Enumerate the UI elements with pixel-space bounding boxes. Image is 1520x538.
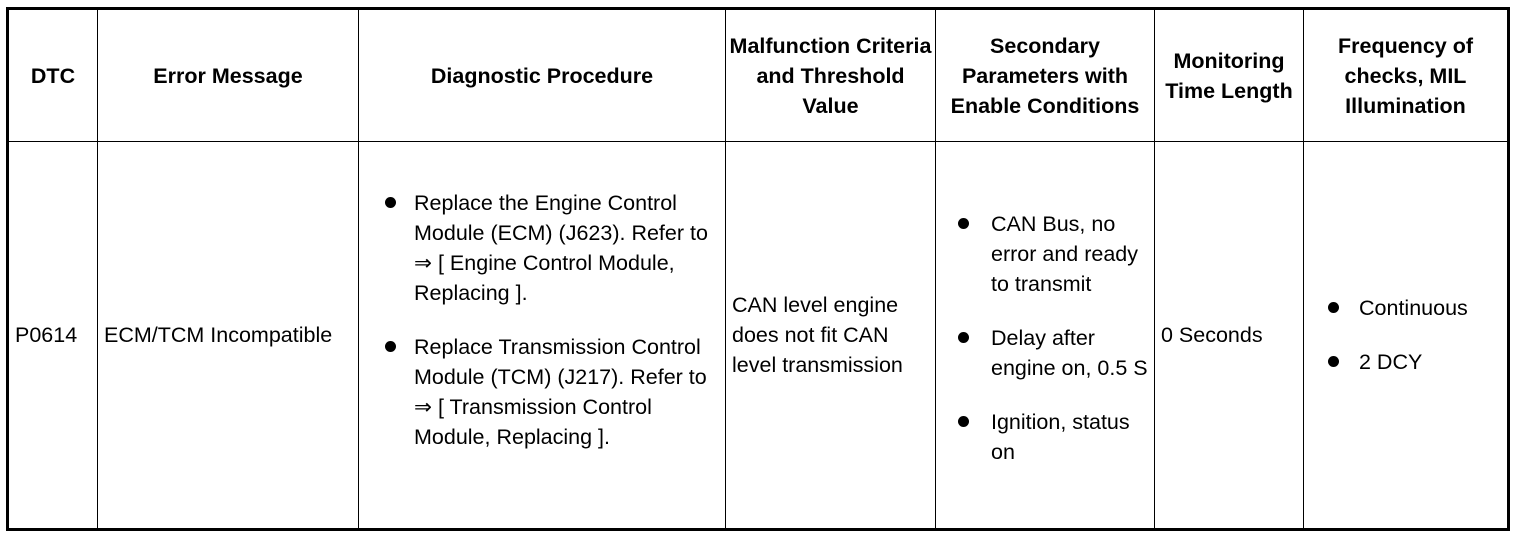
cell-secondary-parameters (936, 142, 1155, 530)
cell-dtc: P0614 (8, 142, 98, 530)
bullet-icon (385, 197, 396, 208)
diagnostic-procedure-list (359, 188, 725, 452)
list-item (359, 332, 725, 452)
secondary-parameters-list (936, 203, 1154, 467)
bullet-icon (958, 218, 969, 229)
list-item (936, 209, 1154, 299)
header-diagnostic-procedure: Diagnostic Procedure (359, 9, 726, 142)
header-frequency: Frequency of checks, MIL Illumination (1304, 9, 1509, 142)
bullet-icon (1328, 302, 1339, 313)
list-item-text: Continuous (1359, 296, 1468, 320)
list-item (359, 188, 725, 308)
header-secondary-parameters: Secondary Parameters with Enable Conditions (936, 9, 1155, 142)
cell-monitoring-time: 0 Seconds (1155, 142, 1304, 530)
list-item-text: Ignition, status on (991, 410, 1130, 464)
list-item (936, 407, 1154, 467)
list-item (936, 323, 1154, 383)
cell-error-message: ECM/TCM Incompatible (98, 142, 359, 530)
table-row (8, 142, 1509, 530)
header-row (8, 9, 1509, 142)
cell-diagnostic-procedure (359, 142, 726, 530)
list-item (1304, 293, 1507, 323)
header-monitoring-time: Monitoring Time Length (1155, 9, 1304, 142)
list-item (1304, 347, 1507, 377)
bullet-icon (385, 341, 396, 352)
list-item-text: Replace the Engine Control Module (ECM) (J623). Refer to ⇒ [ Engine Control Module, Replacing ]. (414, 191, 708, 305)
bullet-icon (958, 332, 969, 343)
dtc-table (6, 7, 1510, 531)
list-item-text: Replace Transmission Control Module (TCM) (J217). Refer to ⇒ [ Transmission Control Module, Replacing ]. (414, 335, 707, 449)
list-item-text: 2 DCY (1359, 350, 1423, 374)
list-item-text: CAN Bus, no error and ready to transmit (991, 212, 1138, 296)
header-error-message: Error Message (98, 9, 359, 142)
header-dtc: DTC (8, 9, 98, 142)
frequency-list (1304, 293, 1507, 377)
cell-malfunction-criteria: CAN level engine does not fit CAN level transmission (726, 142, 936, 530)
bullet-icon (1328, 356, 1339, 367)
cell-frequency (1304, 142, 1509, 530)
header-malfunction-criteria: Malfunction Criteria and Threshold Value (726, 9, 936, 142)
list-item-text: Delay after engine on, 0.5 S (991, 326, 1148, 380)
bullet-icon (958, 416, 969, 427)
